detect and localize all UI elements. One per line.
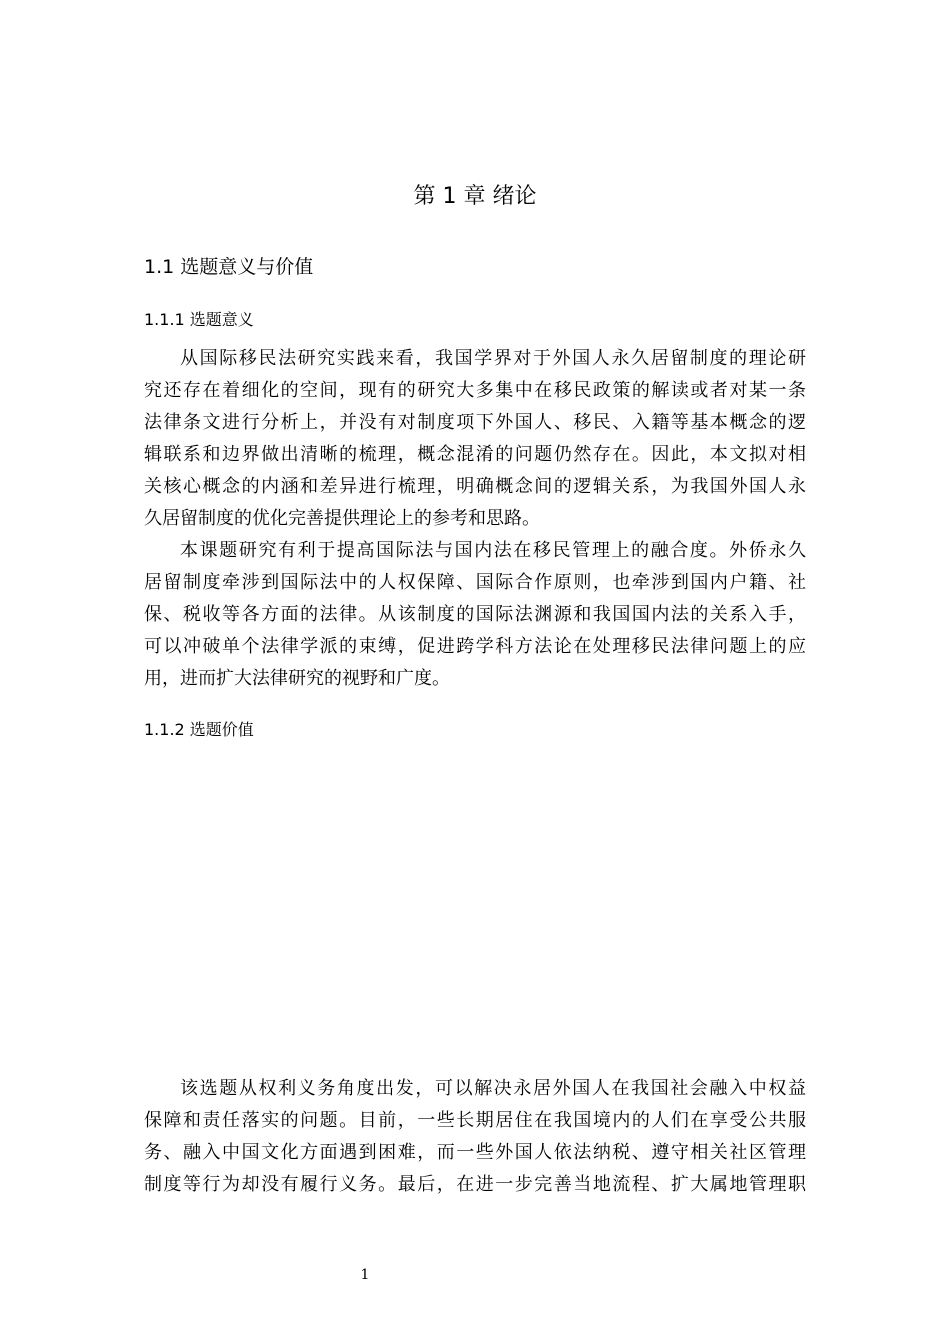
- text-line: 关核心概念的内涵和差异进行梳理，明确概念间的逻辑关系，为我国外国人永: [144, 476, 806, 497]
- text-line: 保障和责任落实的问题。目前，一些长期居住在我国境内的人们在享受公共服: [144, 1110, 806, 1131]
- paragraph-value-1: [144, 1073, 806, 1201]
- text-line: 用，进而扩大法律研究的视野和广度。: [144, 668, 450, 689]
- page-number: 1: [360, 1267, 370, 1283]
- text-line: 本课题研究有利于提高国际法与国内法在移民管理上的融合度。外侨永久: [180, 540, 806, 561]
- text-line: 该选题从权利义务角度出发，可以解决永居外国人在我国社会融入中权益: [180, 1078, 806, 1099]
- subsection-heading-value: 1.1.2 选题价值: [144, 720, 254, 739]
- paragraph-significance-1: [144, 343, 806, 535]
- text-line: 可以冲破单个法律学派的束缚，促进跨学科方法论在处理移民法律问题上的应: [144, 636, 806, 657]
- text-line: 究还存在着细化的空间，现有的研究大多集中在移民政策的解读或者对某一条: [144, 380, 806, 401]
- section-heading: 1.1 选题意义与价值: [144, 256, 314, 278]
- text-line: 居留制度牵涉到国际法中的人权保障、国际合作原则，也牵涉到国内户籍、社: [144, 572, 806, 593]
- paragraph-significance-2: [144, 535, 806, 695]
- text-line: 制度等行为却没有履行义务。最后，在进一步完善当地流程、扩大属地管理职: [144, 1174, 806, 1195]
- text-line: 从国际移民法研究实践来看，我国学界对于外国人永久居留制度的理论研: [180, 348, 806, 369]
- chapter-title: 第 1 章 绪论: [413, 184, 537, 209]
- text-line: 辑联系和边界做出清晰的梳理，概念混淆的问题仍然存在。因此，本文拟对相: [144, 444, 806, 465]
- subsection-heading-significance: 1.1.1 选题意义: [144, 310, 254, 329]
- text-line: 务、融入中国文化方面遇到困难，而一些外国人依法纳税、遵守相关社区管理: [144, 1142, 806, 1163]
- text-line: 久居留制度的优化完善提供理论上的参考和思路。: [144, 508, 540, 529]
- text-line: 保、税收等各方面的法律。从该制度的国际法渊源和我国国内法的关系入手，: [144, 604, 806, 625]
- text-line: 法律条文进行分析上，并没有对制度项下外国人、移民、入籍等基本概念的逻: [144, 412, 806, 433]
